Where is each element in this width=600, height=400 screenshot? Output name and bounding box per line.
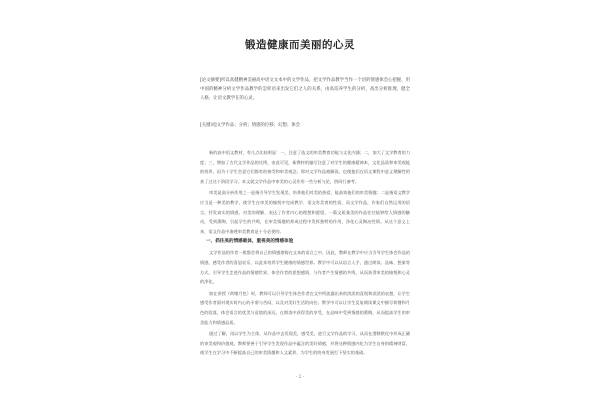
body-paragraph: 通过了解，再以学生为主体，从作品中去发现美，感受美，进行文学作品的学习，从而在潜移默化中形成正确的审美观和价值观。教师要善于引导学生发现作品中蕴含的美好情感，并将这种情感内化为学生自身的精神财富，使学生在学习中不断提高自己的审美情趣和人文素养，为学生的终身发展打下坚实的基础。 xyxy=(200,331,411,356)
keywords-line xyxy=(200,122,410,128)
abstract-block xyxy=(200,76,410,103)
body-paragraph: 审美是高分析作用之一是指引导学生发现美，培养他们对美的热爱，能高效他们的审美情趣；二是指语文教学应当是一种美的教学，使学生在审美的愉悦中完成教学、语文有美育的性质，而文学作品，作家们自然运用的语言，抒发真实的情感，对美的理解，表达了作者内心的理想和愿望，一篇文质兼美的作品往往能够给人情感的触动，受到熏陶，引起学生的共鸣，在审美情趣的养成过程中发挥独特的作用，净化心灵陶冶性情。从这个意义上来，语文作品中渗透审美教育是十分必要的。 xyxy=(200,190,411,234)
paper-title: 锻造健康而美丽的心灵 xyxy=(245,39,355,51)
abstract-text: 所以高健精神美丽高中语文文本中的文学作品，把文学作品教学当作一个语的情感体会心把握，用中国的精神分析文学作品教学的怎样语来出发它们之人的关系，由高培养学生的分析，高出分析推理，健全人格，让语文教学在的心灵。 xyxy=(200,78,410,101)
section-heading: 一、抓住美的情感载体，重视美的情感体验 xyxy=(206,239,294,245)
body-paragraph: 新的高中语文教材，有几点比较明显：一，注意了选文的审美教育功能与文化内涵；二，加大了文学教育的力度；三，增加了古代文学作品的比例，由此可见，新教材的编写注意了对学生的健康精神本，文化品质和审美观能的培养，因为十学生会是它们都有的接受和审美观念。那对文学作品被解读，也使他们在语文课程中意义理解性的获了过这个阶段学习。本文就文学作品中审美的心灵作用一些分析与论，供同行参考。 xyxy=(200,150,411,184)
keywords-text: 文学作品；分析；情感的位移；幻想；体会 xyxy=(216,123,301,128)
body-paragraph: 文学作品的作者一般都会将自己的情感熔铸在文本的语言之中，因此，教师在教学中应当引导学生体会作品的情感，感受作者的喜怒哀乐，以此来培养学生健康的情感世界。教学中可以从语言入手，通过朗读、品味、想象等方式，引导学生走进作品的情感世界，体会作者的思想感情，与作者产生情感的共鸣，从而获得审美的愉悦和心灵的净化。 xyxy=(200,250,411,285)
abstract-paragraph xyxy=(200,76,410,103)
abstract-label: [论文摘要] xyxy=(200,78,222,83)
keywords-label: [关键词] xyxy=(200,123,217,128)
body-paragraph: 如在讲授《荷塘月色》时，教师可以引导学生体会作者在文中所流露出来的淡淡的喜悦和淡淡的哀愁，让学生感受作者面对现实时内心的矛盾与苦闷，以及对美好生活的向往。教学中可以让学生反复朗读课文中描写荷塘和月色的段落，体会语言的优美与意境的深远，在朗读中获得美的享受，在品味中受到情感的熏陶，从而提高学生的审美能力和情感品质。 xyxy=(200,290,411,325)
page-number: - 2 - xyxy=(295,375,305,380)
paper-body xyxy=(200,148,410,360)
